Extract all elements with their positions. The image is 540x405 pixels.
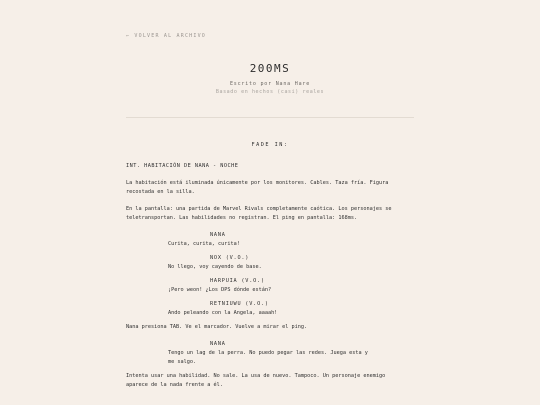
dialogue-block	[168, 277, 368, 295]
character-name: HARPUIA (V.O.)	[210, 278, 265, 284]
action-line: La habitación está iluminada únicamente por los monitores. Cables. Taza fría. Figura recostada en la silla.	[126, 180, 389, 195]
dialogue-line: Ando peleando con la Angela, aaaah!	[168, 310, 278, 316]
character-name: RETNIUWU (V.O.)	[210, 301, 269, 307]
transition: FADE IN:	[251, 142, 289, 148]
character-name: NANA	[210, 232, 226, 238]
action-line: Intenta usar una habilidad. No sale. La usa de nuevo. Tampoco. Un personaje enemigo aparece de la nada frente a él.	[126, 373, 386, 388]
script-header	[0, 62, 540, 95]
script-byline: Escrito por Nana Hare	[229, 81, 310, 87]
character-name: NOX (V.O.)	[210, 255, 250, 261]
action-line: En la pantalla: una partida de Marvel Rivals completamente caótica. Los personajes se teletransportan. Las habilidades no registran. El ping en pantalla: 168ms.	[126, 206, 392, 221]
dialogue-block	[168, 254, 368, 272]
action-line: Nana presiona TAB. Ve el marcador. Vuelve a mirar el ping.	[126, 324, 308, 330]
dialogue-line: No llego, voy cayendo de base.	[168, 264, 262, 270]
dialogue-block	[168, 231, 368, 249]
character-name: NANA	[210, 341, 226, 347]
dialogue-block	[168, 340, 368, 367]
dialogue-line: ¡Pero weon! ¿Los DPS dónde están?	[168, 287, 272, 293]
header-divider	[126, 117, 414, 118]
dialogue-block	[168, 300, 368, 318]
screenplay-body	[126, 141, 396, 398]
scene-heading: INT. HABITACIÓN DE NANA - NOCHE	[126, 163, 239, 169]
dialogue-line: Tengo un lag de la perra. No puedo pegar las redes. Juega esta y me salgo.	[168, 350, 368, 365]
script-based-on: Basado en hechos (casi) reales	[215, 89, 325, 95]
script-title: 200MS	[249, 62, 291, 75]
dialogue-line: Curita, curita, curita!	[168, 241, 240, 247]
back-to-archive-link[interactable]: ← VOLVER AL ARCHIVO	[126, 33, 206, 39]
